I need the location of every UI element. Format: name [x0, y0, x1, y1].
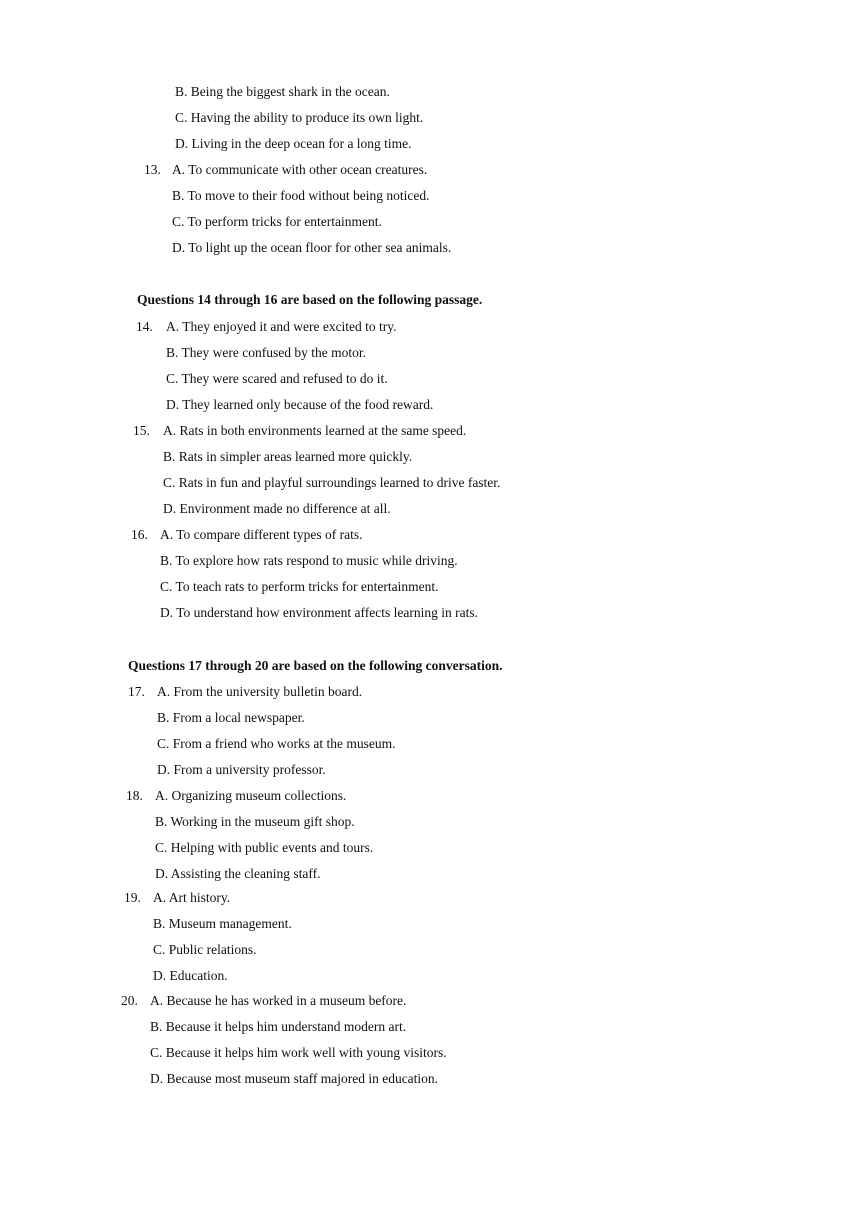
q18-option-d: D. Assisting the cleaning staff. [155, 866, 321, 881]
q20-option-b: B. Because it helps him understand modern art. [150, 1019, 407, 1034]
q13-option-b: B. To move to their food without being noticed. [172, 188, 430, 203]
q13-option-c: C. To perform tricks for entertainment. [172, 214, 382, 229]
q13-option-d: D. To light up the ocean floor for other sea animals. [172, 240, 452, 255]
q15-option-a: A. Rats in both environments learned at the same speed. [163, 423, 467, 438]
q12-option-c: C. Having the ability to produce its own light. [175, 110, 424, 125]
q19-option-b: B. Museum management. [153, 916, 292, 931]
q20-option-c: C. Because it helps him work well with young visitors. [150, 1045, 447, 1060]
q20-option-d: D. Because most museum staff majored in education. [150, 1071, 439, 1086]
q17-option-a: A. From the university bulletin board. [157, 684, 363, 699]
q14-option-a: A. They enjoyed it and were excited to try. [166, 319, 397, 334]
q13-option-a: A. To communicate with other ocean creatures. [172, 162, 428, 177]
q14-option-b: B. They were confused by the motor. [166, 345, 366, 360]
q17-option-c: C. From a friend who works at the museum. [157, 736, 396, 751]
q14-option-c: C. They were scared and refused to do it. [166, 371, 388, 386]
q15-number: 15. [133, 423, 150, 438]
q16-option-d: D. To understand how environment affects learning in rats. [160, 605, 478, 620]
q19-option-c: C. Public relations. [153, 942, 257, 957]
q14-number: 14. [136, 319, 153, 334]
q16-option-b: B. To explore how rats respond to music while driving. [160, 553, 458, 568]
q20-number: 20. [121, 993, 138, 1008]
q19-option-d: D. Education. [153, 968, 228, 983]
q13-number: 13. [144, 162, 161, 177]
q19-number: 19. [124, 890, 141, 905]
q12-option-b: B. Being the biggest shark in the ocean. [175, 84, 390, 99]
q15-option-b: B. Rats in simpler areas learned more quickly. [163, 449, 413, 464]
q16-option-c: C. To teach rats to perform tricks for entertainment. [160, 579, 439, 594]
q18-option-b: B. Working in the museum gift shop. [155, 814, 355, 829]
q17-option-b: B. From a local newspaper. [157, 710, 305, 725]
q20-option-a: A. Because he has worked in a museum before. [150, 993, 407, 1008]
q15-option-c: C. Rats in fun and playful surroundings learned to drive faster. [163, 475, 501, 490]
section-heading-17-20: Questions 17 through 20 are based on the following conversation. [128, 658, 503, 673]
q17-option-d: D. From a university professor. [157, 762, 326, 777]
q18-option-a: A. Organizing museum collections. [155, 788, 347, 803]
q15-option-d: D. Environment made no difference at all. [163, 501, 391, 516]
q14-option-d: D. They learned only because of the food reward. [166, 397, 434, 412]
q16-number: 16. [131, 527, 148, 542]
q19-option-a: A. Art history. [153, 890, 231, 905]
q17-number: 17. [128, 684, 145, 699]
q12-option-d: D. Living in the deep ocean for a long time. [175, 136, 412, 151]
q18-option-c: C. Helping with public events and tours. [155, 840, 374, 855]
section-heading-14-16: Questions 14 through 16 are based on the following passage. [137, 292, 483, 307]
q18-number: 18. [126, 788, 143, 803]
q16-option-a: A. To compare different types of rats. [160, 527, 363, 542]
